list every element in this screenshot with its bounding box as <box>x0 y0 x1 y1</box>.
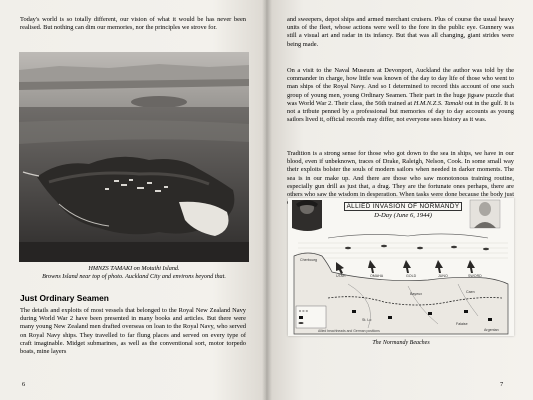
normandy-map <box>288 198 514 336</box>
right-paragraph-2 <box>287 67 514 124</box>
map-label-sword: SWORD <box>468 274 482 278</box>
right-paragraph-3: Tradition is a strong sense for those who got down to the sea in ships, we have in our blood, even if unbeknown, traces of Drake, Raleigh, Nelson, Cook. In some small way their exploits bolster the souls of modern sailors when needed in darker moments. The sea is in our make up. And there are those who saw monotonous training routine, especially gun drill as just that, a drag. They are the fortunate ones perhaps, there are others who saw the wisdom in desperation. When tasks were done because the body just <box>287 150 514 199</box>
page-number-right: 7 <box>500 381 504 388</box>
aerial-photo-motuihi-island <box>19 52 249 262</box>
map-label-falaise: Falaise <box>456 322 468 326</box>
photo-caption-detail: Browns Island near top of photo. Auckland City and environs beyond that. <box>42 273 226 280</box>
section-heading: Just Ordinary Seamen <box>20 293 109 303</box>
map-label-cherbourg: Cherbourg <box>300 258 317 262</box>
map-label-caen: Caen <box>466 290 475 294</box>
map-subtitle: D-Day (June 6, 1944) <box>374 212 432 219</box>
ship-name: H.M.N.Z.S. Tamaki <box>413 99 463 107</box>
aerial-photo-illustration <box>19 52 249 262</box>
paragraph-2-start: On a visit to the Naval Museum at Devonport, Auckland the author was told by the commander in charge, how little was known of the day to day life of those who went to man ships of the Royal Navy. And so I determined to record this account of one such group of young men, young Ordinary Seamen. Their part in the huge jigsaw puzzle that was World War 2. Their class, the 56th trained at <box>287 67 514 107</box>
map-label-juno: JUNO <box>438 274 448 278</box>
page-number-left: 6 <box>22 381 26 388</box>
map-label-omaha: OMAHA <box>370 274 384 278</box>
intro-paragraph: Today's world is so totally different, our vision of what it would be has never been realised. But nothing can dim our memories, nor the principles we strove for. <box>20 16 246 32</box>
map-caption: The Normandy Beaches <box>372 340 430 346</box>
map-label-st-lo: St. Lo <box>362 318 372 322</box>
portrait-right-illustration <box>470 200 500 228</box>
map-label-gold: GOLD <box>406 274 417 278</box>
paragraph-2-end: out in the gulf. It is not a tribute penned by a professional but memories of day to day accounts as young sailors lived it, official records may differ, not everyone sees history as it was. <box>287 99 515 124</box>
map-label-utah: UTAH <box>336 274 346 278</box>
book-gutter <box>262 0 272 400</box>
portrait-left-illustration <box>292 200 322 231</box>
photo-caption <box>22 265 246 281</box>
map-footer: Allied beachheads and German positions <box>318 329 380 333</box>
right-paragraph-1: and sweepers, depot ships and armed merchant cruisers. Plus of course the usual heavy units of the fleet, whose actions were well to the fore in the public eye. Gunnery was still a visual art and radar in its infancy. But that was all changing, giant strides were being made. <box>287 16 514 48</box>
map-label-bayeux: Bayeux <box>410 292 422 296</box>
map-title: ALLIED INVASION OF NORMANDY <box>344 202 462 211</box>
section-body-paragraph: The details and exploits of most vessels that belonged to the Royal New Zealand Navy during World War 2 have been presented in many books and articles. But there were many young New Zealand men drafted overseas on loan to the Royal Navy, who served on Royal Navy ships. They travelled to far flung places and served on every type of craft imaginable. Midget submarines, as well as the conventional sort, motor torpedo boats, mine layers <box>20 307 246 356</box>
map-label-argentan: Argentan <box>484 328 499 332</box>
photo-caption-title: HMNZS TAMAKI on Motuihi Island. <box>88 265 180 272</box>
